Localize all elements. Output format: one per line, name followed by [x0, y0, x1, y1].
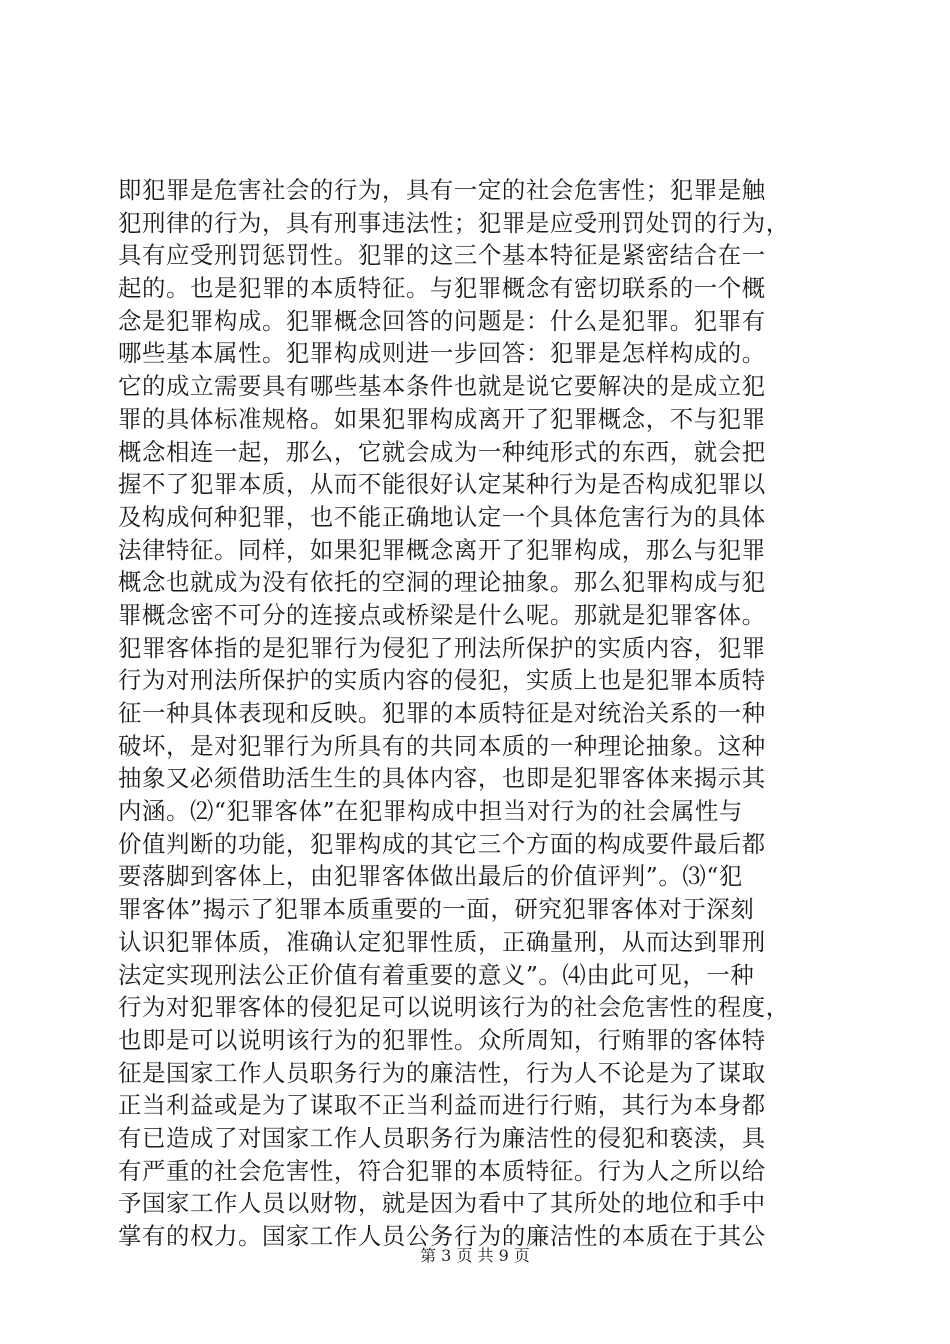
page-footer: 第 3 页 共 9 页 [420, 1246, 530, 1265]
text-line: 法律特征。同样，如果犯罪概念离开了犯罪构成，那么与犯罪 [118, 535, 766, 564]
text-line: 哪些基本属性。犯罪构成则进一步回答：犯罪是怎样构成的。 [118, 339, 766, 368]
text-line: 概念也就成为没有依托的空洞的理论抽象。那么犯罪构成与犯 [118, 568, 766, 597]
text-line: 征一种具体表现和反映。犯罪的本质特征是对统治关系的一种 [118, 699, 766, 727]
text-line: 念是犯罪构成。犯罪概念回答的问题是：什么是犯罪。犯罪有 [118, 306, 766, 335]
text-line: 罪概念密不可分的连接点或桥梁是什么呢。那就是犯罪客体。 [118, 600, 766, 629]
text-line: 起的。也是犯罪的本质特征。与犯罪概念有密切联系的一个概 [118, 274, 766, 303]
text-line: 抽象又必须借助活生生的具体内容，也即是犯罪客体来揭示其 [118, 764, 766, 793]
text-line: 罪的具体标准规格。如果犯罪构成离开了犯罪概念，不与犯罪 [118, 404, 766, 433]
text-line: 有严重的社会危害性，符合犯罪的本质特征。行为人之所以给 [118, 1156, 766, 1185]
text-line: 即犯罪是危害社会的行为，具有一定的社会危害性；犯罪是触 [118, 176, 766, 204]
text-line: 罪客体”揭示了犯罪本质重要的一面，研究犯罪客体对于深刻 [118, 895, 755, 924]
text-line: 予国家工作人员以财物，就是因为看中了其所处的地位和手中 [118, 1189, 766, 1218]
text-line: 概念相连一起，那么，它就会成为一种纯形式的东西，就会把 [118, 437, 766, 466]
text-line: 征是国家工作人员职务行为的廉洁性，行为人不论是为了谋取 [118, 1058, 766, 1087]
text-line: 法定实现刑法公正价值有着重要的意义”。⑷由此可见，一种 [118, 960, 755, 989]
text-line: 内涵。⑵“犯罪客体”在犯罪构成中担当对行为的社会属性与 [118, 797, 743, 826]
text-line: 行为对刑法所保护的实质内容的侵犯，实质上也是犯罪本质特 [118, 666, 766, 695]
text-line: 价值判断的功能，犯罪构成的其它三个方面的构成要件最后都 [118, 829, 766, 858]
text-line: 破坏，是对犯罪行为所具有的共同本质的一种理论抽象。这种 [118, 731, 766, 760]
text-line: 也即是可以说明该行为的犯罪性。众所周知，行贿罪的客体特 [118, 1025, 766, 1054]
text-line: 具有应受刑罚惩罚性。犯罪的这三个基本特征是紧密结合在一 [118, 241, 766, 270]
text-line: 它的成立需要具有哪些基本条件也就是说它要解决的是成立犯 [118, 372, 766, 401]
text-line: 行为对犯罪客体的侵犯足可以说明该行为的社会危害性的程度， [118, 993, 790, 1022]
text-line: 认识犯罪体质，准确认定犯罪性质，正确量刑，从而达到罪刑 [118, 927, 766, 956]
text-line: 要落脚到客体上，由犯罪客体做出最后的价值评判”。⑶“犯 [118, 862, 743, 891]
text-line: 有已造成了对国家工作人员职务行为廉洁性的侵犯和亵渎，具 [118, 1123, 766, 1152]
text-line: 握不了犯罪本质，从而不能很好认定某种行为是否构成犯罪以 [118, 470, 766, 499]
text-line: 犯刑律的行为，具有刑事违法性；犯罪是应受刑罚处罚的行为， [118, 208, 790, 237]
text-line: 犯罪客体指的是犯罪行为侵犯了刑法所保护的实质内容，犯罪 [118, 633, 766, 662]
text-line: 正当利益或是为了谋取不正当利益而进行行贿，其行为本身都 [118, 1091, 766, 1120]
text-line: 及构成何种犯罪，也不能正确地认定一个具体危害行为的具体 [118, 502, 766, 531]
body-text [118, 174, 838, 1253]
text-line: 掌有的权力。国家工作人员公务行为的廉洁性的本质在于其公 [118, 1222, 766, 1250]
